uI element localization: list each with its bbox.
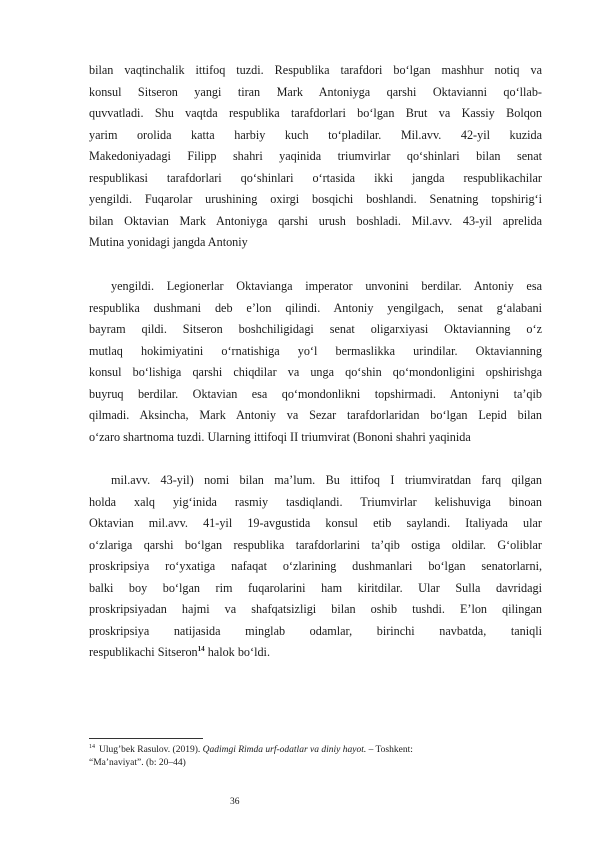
text-line: yengildi. Fuqarolar urushining oxirgi bosqichi boshlandi. Senatning topshirig‘i (89, 192, 542, 207)
footnote-line-2: “Ma’naviyat”. (b: 20–44) (89, 758, 186, 769)
text-line: proskripsiya ro‘yxatiga nafaqat o‘zlarining dushmanlari bo‘lgan senatorlarni, (89, 559, 542, 574)
paragraph-1 (89, 60, 542, 254)
page-number: 36 (230, 797, 240, 807)
text-line: bayram qildi. Sitseron boshchiligidagi senat oligarxiyasi Oktavianning o‘z (89, 322, 542, 337)
footnote-place: – Toshkent: (366, 745, 413, 756)
text-line: holda xalq yig‘inida rasmiy tasdiqlandi. Triumvirlar kelishuviga binoan (89, 494, 542, 509)
text-line: qilmadi. Aksincha, Mark Antoniy va Sezar tarafdorlaridan bo‘lgan Lepid bilan (89, 408, 542, 423)
text-line: yarim orolida katta harbiy kuch to‘pladilar. Mil.avv. 42-yil kuzida (89, 127, 542, 142)
text-line: proskripsiyadan hajmi va shafqatsizligi bilan oshib tushdi. E’lon qilingan (89, 602, 542, 617)
text-line: proskripsiya natijasida minglab odamlar, birinchi navbatda, taniqli (89, 623, 542, 638)
footnote-author: Ulug’bek Rasulov. (2019). (99, 745, 203, 756)
text-line: mutlaq hokimiyatini o‘rnatishiga yo‘l bermaslikka urindilar. Oktavianning (89, 343, 542, 358)
footnote (89, 741, 542, 770)
footnote-number: 14 (89, 744, 95, 750)
footnote-title: Qadimgi Rimda urf-odatlar va diniy hayot. (202, 745, 367, 756)
text-line: respublika dushmani deb e’lon qilindi. Antoniy yengilgach, senat g‘alabani (89, 300, 542, 315)
text-line: bilan vaqtinchalik ittifoq tuzdi. Respublika tarafdori bo‘lgan mashhur notiq va (89, 63, 542, 77)
text-line: quvvatladi. Shu vaqtda respublika tarafdorlari bo‘lgan Brut va Kassiy Bolqon (89, 106, 542, 121)
text-line: konsul bo‘lishiga qarshi chiqdilar va unga qo‘shin qo‘mondonligini opshirishga (89, 365, 542, 380)
text-line: buyruq berdilar. Oktavian esa qo‘mondonlikni topshirmadi. Antoniyni ta’qib (89, 386, 542, 401)
text-line: respublikasi tarafdorlari qo‘shinlari o‘rtasida ikki jangda respublikachilar (89, 170, 542, 185)
text-line: balki boy bo‘lgan rim fuqarolarini ham kiritdilar. Ular Sulla davridagi (89, 580, 542, 595)
text-line: o‘zlariga qarshi bo‘lgan respublika tarafdorlarini ta’qib ostiga oldilar. G‘oliblar (89, 537, 542, 552)
text-line: yengildi. Legionerlar Oktavianga imperator unvonini berdilar. Antoniy esa (111, 279, 542, 293)
text-line: bilan Oktavian Mark Antoniyga qarshi urush boshladi. Mil.avv. 43-yil aprelida (89, 213, 542, 228)
text-segment: respublikachi Sitseron (89, 645, 198, 660)
text-line: Makedoniyadagi Filipp shahri yaqinida triumvirlar qo‘shinlari bilan senat (89, 149, 542, 164)
paragraph-3 (89, 470, 542, 664)
footnote-reference[interactable]: 14 (197, 645, 205, 654)
text-line-final (89, 642, 542, 664)
footnote-line-1 (89, 741, 542, 757)
text-line: Mutina yonidagi jangda Antoniy (89, 235, 248, 250)
text-line: Oktavian mil.avv. 41-yil 19-avgustida konsul etib saylandi. Italiyada ular (89, 516, 542, 531)
footnote-divider (89, 738, 203, 739)
text-line: o‘zaro shartnoma tuzdi. Ularning ittifoqi II triumvirat (Bononi shahri yaqinida (89, 429, 471, 444)
text-line: mil.avv. 43-yil) nomi bilan ma’lum. Bu ittifoq I triumviratdan farq qilgan (111, 473, 542, 487)
text-line: konsul Sitseron yangi tiran Mark Antoniyga qarshi Oktavianni qo‘llab- (89, 84, 542, 99)
paragraph-2 (89, 276, 542, 448)
text-segment: halok bo‘ldi. (204, 645, 270, 660)
